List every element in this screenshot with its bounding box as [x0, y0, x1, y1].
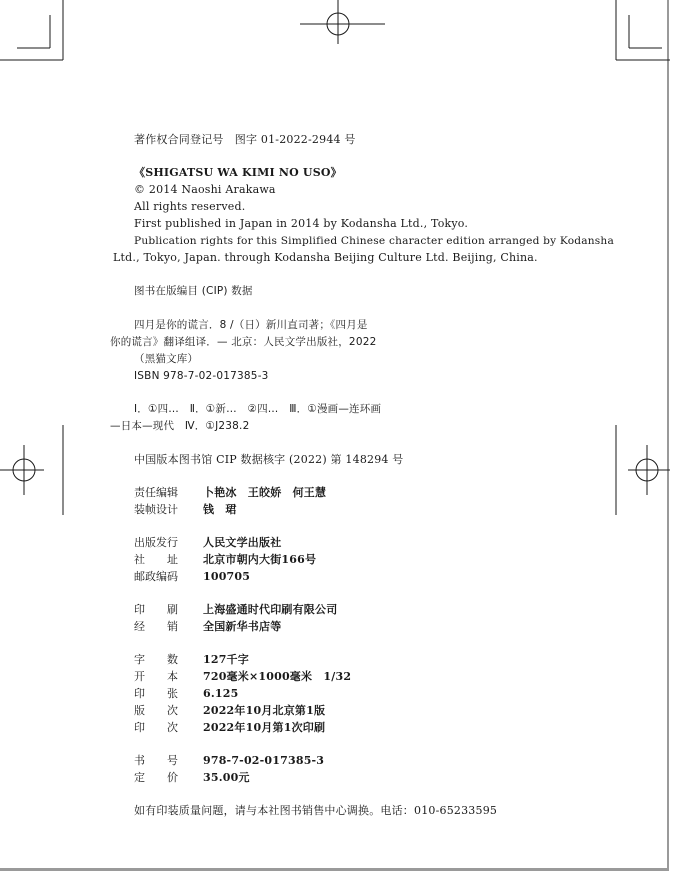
cip-entry-line-2: 你的谎言》翻译组译．— 北京：人民文学出版社，2022 [110, 336, 377, 348]
printer-label: 印 刷 [134, 603, 178, 616]
distributor-value: 全国新华书店等 [203, 620, 282, 633]
spec-value: 2022年10月北京第1版 [203, 704, 326, 717]
credit-value: 钱 珺 [203, 503, 237, 516]
book-number-label: 书 号 [134, 754, 178, 767]
cip-entry-line-1: 四月是你的谎言．8 /（日）新川直司著；《四月是 [134, 319, 368, 331]
original-title: 《SHIGATSU WA KIMI NO USO》 [134, 166, 342, 179]
publication-rights-line-1: Publication rights for this Simplified Chinese character edition arranged by Kodansha [134, 235, 614, 247]
spec-value: 720毫米×1000毫米 1/32 [203, 670, 352, 683]
spec-value: 2022年10月第1次印刷 [203, 721, 326, 734]
publisher-value: 人民文学出版社 [203, 536, 282, 549]
quality-contact-note: 如有印装质量问题，请与本社图书销售中心调换。电话：010-65233595 [134, 804, 498, 817]
spec-value: 127千字 [203, 653, 249, 666]
printer-value: 上海盛通时代印刷有限公司 [203, 603, 338, 616]
book-number-value: 978-7-02-017385-3 [203, 754, 325, 767]
postcode-label: 邮政编码 [134, 570, 178, 583]
address-value: 北京市朝内大街166号 [203, 553, 317, 566]
postcode-value: 100705 [203, 570, 251, 583]
publisher-label: 出版发行 [134, 536, 178, 549]
cip-check-number: 中国版本图书馆 CIP 数据核字 (2022) 第 148294 号 [134, 453, 404, 466]
contract-registration: 著作权合同登记号 图字 01-2022-2944 号 [134, 133, 356, 146]
price-label: 定 价 [134, 771, 178, 784]
credit-label: 责任编辑 [134, 486, 178, 499]
price-value: 35.00元 [203, 771, 250, 784]
spec-label: 印 次 [134, 721, 178, 734]
cip-isbn: ISBN 978-7-02-017385-3 [134, 370, 269, 382]
spec-label: 开 本 [134, 670, 178, 683]
cip-classification-line-1: Ⅰ．①四… Ⅱ．①新… ②四… Ⅲ．①漫画—连环画 [134, 403, 382, 415]
rights-reserved: All rights reserved. [134, 200, 246, 213]
cip-classification-line-2: —日本—现代 Ⅳ．①J238.2 [110, 420, 250, 432]
first-published: First published in Japan in 2014 by Kodansha Ltd., Tokyo. [134, 217, 469, 230]
spec-label: 字 数 [134, 653, 178, 666]
copyright-line: © 2014 Naoshi Arakawa [134, 183, 276, 196]
spec-label: 版 次 [134, 704, 178, 717]
credit-label: 装帧设计 [134, 503, 178, 516]
cip-series: （黑猫文库） [134, 353, 199, 365]
credit-value: 卜艳冰 王皎娇 何王慧 [203, 486, 327, 499]
spec-value: 6.125 [203, 687, 239, 700]
spec-label: 印 张 [134, 687, 178, 700]
distributor-label: 经 销 [134, 620, 178, 633]
publication-rights-line-2: Ltd., Tokyo, Japan. through Kodansha Beijing Culture Ltd. Beijing, China. [113, 251, 538, 264]
address-label: 社 址 [134, 553, 178, 566]
cip-heading: 图书在版编目 (CIP) 数据 [134, 285, 253, 297]
